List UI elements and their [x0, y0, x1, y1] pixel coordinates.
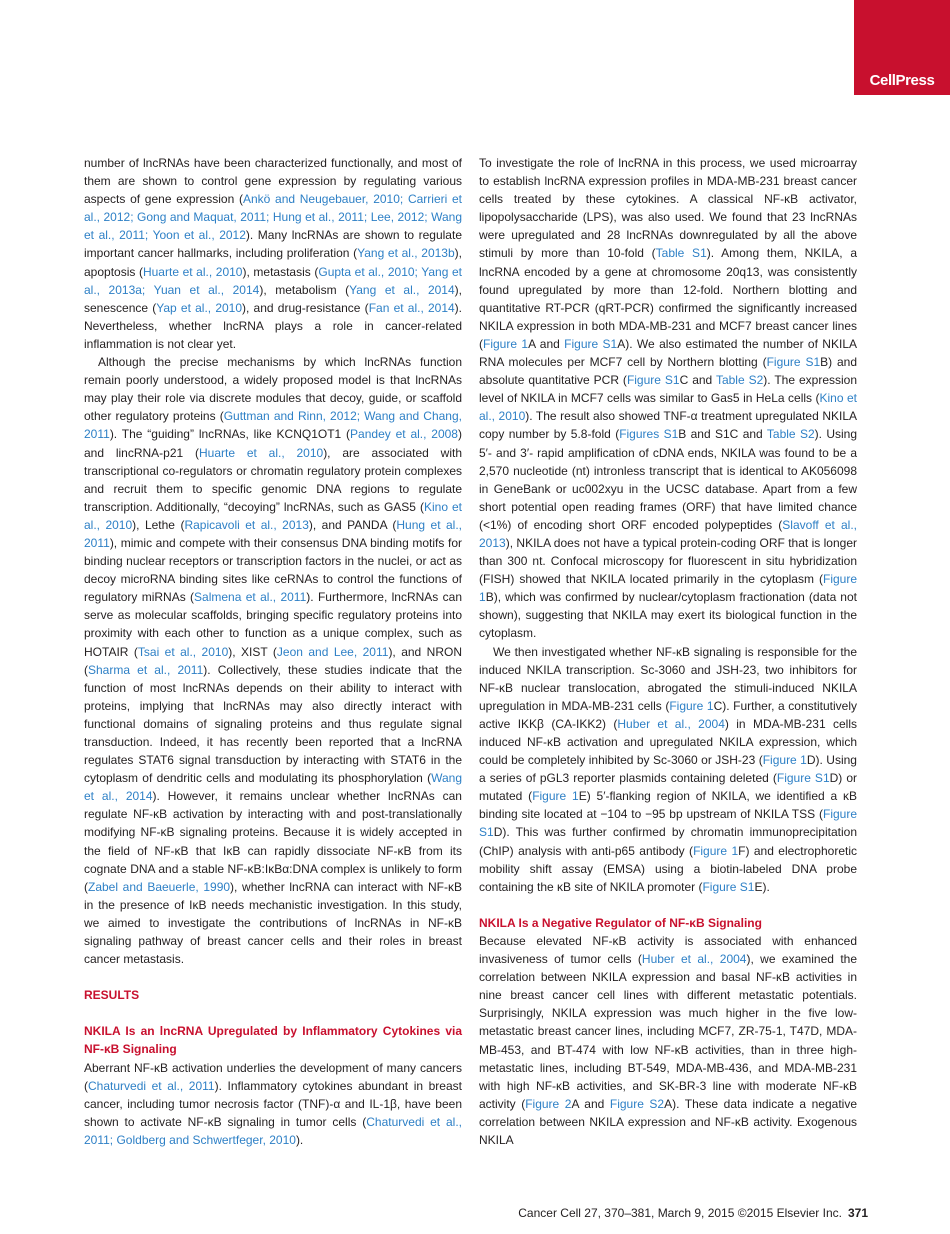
citation-link[interactable]: Huarte et al., 2010 — [142, 264, 243, 279]
citation-link[interactable]: Chaturvedi et al., 2011; Goldberg and Schwertfeger, 2010 — [84, 1114, 462, 1147]
cellpress-logo-text: CellPress — [869, 72, 935, 89]
citation-link[interactable]: Kino et al., 2010 — [479, 391, 857, 424]
citation-link[interactable]: Rapicavoli et al., 2013 — [184, 517, 309, 532]
page-number: 371 — [847, 1206, 868, 1220]
citation-link[interactable]: Ankö and Neugebauer, 2010; Carrieri et al., 2012; Gong and Maquat, 2011; Hung et al., 2011; Lee, 2012; Wang et al., 2011; Yoon et al., 2012 — [84, 192, 463, 243]
section-heading: RESULTS — [84, 988, 140, 1003]
citation-link[interactable]: Table S1 — [655, 246, 707, 261]
body-paragraph: Because elevated NF-κB activity is associated with enhanced invasiveness of tumor cells (Huber et al., 2004), we examined the correlation between NKILA expression and basal NF-κB activities in nine breast cancer cell lines with different metastatic potentials. Surprisingly, NKILA expression was much higher in the five low-metastatic breast cancer lines, including MCF7, ZR-75-1, T47D, MDA-MB-453, and BT-474 with low NF-κB activities, than in three high-metastatic lines, including BT-549, MDA-MB-436, and MDA-MB-231 with high NF-κB activities, and SK-BR-3 line with moderate NF-κB activity (Figure 2A and Figure S2A). These data indicate a negative correlation between NKILA expression and NF-κB activity. Exogenous NKILA — [479, 933, 858, 1147]
citation-link[interactable]: Figure S1 — [766, 355, 821, 370]
citation-link[interactable]: Guttman and Rinn, 2012; Wang and Chang, 2011 — [84, 409, 462, 442]
citation-link[interactable]: Wang et al., 2014 — [84, 771, 462, 804]
citation-link[interactable]: Hung et al., 2011 — [84, 517, 463, 550]
citation-link[interactable]: Figure 1 — [669, 698, 714, 713]
citation-link[interactable]: Slavoff et al., 2013 — [479, 517, 858, 550]
section-heading: NKILA Is an lncRNA Upregulated by Inflammatory Cytokines via NF-κB Signaling — [84, 1024, 462, 1057]
section-gap — [84, 1004, 462, 1022]
citation-link[interactable]: Huber et al., 2004 — [617, 716, 725, 731]
citation-link[interactable]: Jeon and Lee, 2011 — [276, 644, 389, 659]
citation-link[interactable]: Figure S1 — [564, 336, 618, 351]
page-footer — [470, 1205, 868, 1221]
citation-link[interactable]: Figure S2 — [609, 1096, 665, 1111]
citation-link[interactable]: Figures S1 — [619, 427, 679, 442]
citation-link[interactable]: Tsai et al., 2010 — [137, 644, 229, 659]
body-paragraph: We then investigated whether NF-κB signaling is responsible for the induced NKILA transcription. Sc-3060 and JSH-23, two inhibitors for NF-κB nuclear translocation, abrogated the stimuli-induced NKILA upregulation in MDA-MB-231 cells (Figure 1C). Further, a constitutively active IKKβ (CA-IKK2) (Huber et al., 2004) in MDA-MB-231 cells induced NF-κB activation and upregulated NKILA expression, which could be completely inhibited by Sc-3060 or JSH-23 (Figure 1D). Using a series of pGL3 reporter plasmids containing deleted (Figure S1D) or mutated (Figure 1E) 5′-flanking region of NKILA, we identified a κB binding site located at −104 to −95 bp upstream of NKILA TSS (Figure S1D). This was further confirmed by chromatin immunoprecipitation (ChIP) analysis with anti-p65 antibody (Figure 1F) and electrophoretic mobility shift assay (EMSA) using a biotin-labeled DNA probe containing the κB site of NKILA promoter (Figure S1E). — [479, 644, 858, 894]
citation-link[interactable]: Figure 1 — [479, 572, 857, 605]
citation-link[interactable]: Figure S1 — [626, 373, 680, 388]
citation-link[interactable]: Zabel and Baeuerle, 1990 — [88, 879, 231, 894]
citation-link[interactable]: Gupta et al., 2010; Yang et al., 2013a; Yuan et al., 2014 — [84, 264, 462, 297]
citation-link[interactable]: Figure S1 — [776, 771, 830, 786]
citation-link[interactable]: Huber et al., 2004 — [641, 952, 747, 967]
body-paragraph: number of lncRNAs have been characterized functionally, and most of them are shown to control gene expression by regulating various aspects of gene expression (Ankö and Neugebauer, 2010; Carrieri et al., 2012; Gong and Maquat, 2011; Hung et al., 2011; Lee, 2012; Wang et al., 2011; Yoon et al., 2012). Many lncRNAs are shown to regulate important cancer hallmarks, including proliferation (Yang et al., 2013b), apoptosis (Huarte et al., 2010), metastasis (Gupta et al., 2010; Yang et al., 2013a; Yuan et al., 2014), metabolism (Yang et al., 2014), senescence (Yap et al., 2010), and drug-resistance (Fan et al., 2014). Nevertheless, whether lncRNA plays a role in cancer-related inflammation is not clear yet. — [84, 156, 463, 351]
citation-link[interactable]: Table S2 — [715, 373, 764, 388]
citation-link[interactable]: Figure 2 — [525, 1096, 572, 1111]
body-paragraph: To investigate the role of lncRNA in this process, we used microarray to establish lncRNA expression profiles in MDA-MB-231 breast cancer cells treated by these cytokines. A classical NF-κB activator, lipopolysaccharide (LPS), was also used. We found that 23 lncRNAs were upregulated and 28 lncRNAs downregulated by all the above stimuli by more than 10-fold (Table S1). Among them, NKILA, a lncRNA encoded by a gene at chromosome 20q13, was consistently found upregulated by more than 12-fold. Northern blotting and quantitative RT-PCR (qRT-PCR) confirmed the significantly increased NKILA expression in both MDA-MB-231 and MCF7 breast cancer lines (Figure 1A and Figure S1A). We also estimated the number of NKILA RNA molecules per MCF7 cell by Northern blotting (Figure S1B) and absolute quantitative PCR (Figure S1C and Table S2). The expression level of NKILA in MCF7 cells was similar to Gas5 in HeLa cells (Kino et al., 2010). The result also showed TNF-α treatment upregulated NKILA copy number by 5.8-fold (Figures S1B and S1C and Table S2). Using 5′- and 3′- rapid amplification of cDNA ends, NKILA was found to be a 2,570 nucleotide (nt) intronless transcript that is identical to AK056098 in GeneBank or uc002xyu in the UCSC database. Apart from a few short potential open reading frames (ORF) that have limited chance (<1%) of encoding short ORF encoded polypeptides (Slavoff et al., 2013), NKILA does not have a typical protein-coding ORF that is longer than 300 nt. Confocal microscopy for fluorescent in situ hybridization (FISH) showed that NKILA located primarily in the cytoplasm (Figure 1B), which was confirmed by nuclear/cytoplasm fractionation (data not shown), suggesting that NKILA may exert its biological function in the cytoplasm. — [479, 156, 858, 641]
citation-link[interactable]: Figure 1 — [483, 336, 529, 351]
citation-link[interactable]: Figure S1 — [702, 879, 755, 894]
citation-link[interactable]: Yap et al., 2010 — [156, 300, 243, 315]
citation-link[interactable]: Yang et al., 2013b — [357, 246, 455, 261]
citation-link[interactable]: Chaturvedi et al., 2011 — [88, 1078, 215, 1093]
citation-link[interactable]: Figure S1 — [479, 807, 857, 840]
body-paragraph: Although the precise mechanisms by which lncRNAs function remain poorly understood, a widely proposed model is that lncRNAs may play their role via discrete modules that decoy, guide, or scaffold other regulatory proteins (Guttman and Rinn, 2012; Wang and Chang, 2011). The “guiding” lncRNAs, like KCNQ1OT1 (Pandey et al., 2008) and lincRNA-p21 (Huarte et al., 2010), are associated with transcriptional co-regulators or chromatin regulatory protein complexes and recruit them to specific genomic DNA regions to regulate transcription. Additionally, “decoying” lncRNAs, such as GAS5 (Kino et al., 2010), Lethe (Rapicavoli et al., 2013), and PANDA (Hung et al., 2011), mimic and compete with their consensus DNA binding motifs for binding nuclear receptors or transcription factors in the nuclei, or act as decoy microRNA binding sites like ceRNAs to control the functions of regulatory miRNAs (Salmena et al., 2011). Furthermore, lncRNAs can serve as molecular scaffolds, bringing specific regulatory proteins into proximity with each other to function as a unique complex, such as HOTAIR (Tsai et al., 2010), XIST (Jeon and Lee, 2011), and NRON (Sharma et al., 2011). Collectively, these studies indicate that the function of most lncRNAs depends on their ability to interact with proteins, implying that lncRNAs may also directly interact with functional domains of signaling proteins and thus regulate signal transduction. Indeed, it has recently been reported that a lncRNA regulates STAT6 signal transduction by interacting with STAT6 in the cytoplasm of dendritic cells and modulating its phosphorylation (Wang et al., 2014). However, it remains unclear whether lncRNAs can regulate NF-κB activation by interacting with and post-translationally modifying NF-κB signaling proteins. Because it is widely accepted in the field of NF-κB that IκB can rapidly dissociate NF-κB from its cognate DNA and a stable NF-κB:IκBα:DNA complex is unlikely to form (Zabel and Baeuerle, 1990), whether lncRNA can interact with NF-κB in the presence of IκB needs mechanistic investigation. In this study, we aimed to investigate the contributions of lncRNAs in NF-κB signaling pathway of breast cancer cells and their roles in breast cancer metastasis. — [84, 355, 463, 967]
citation-link[interactable]: Huarte et al., 2010 — [199, 445, 324, 460]
citation-link[interactable]: Pandey et al., 2008 — [350, 427, 458, 442]
citation-link[interactable]: Figure 1 — [532, 789, 579, 804]
citation-link[interactable]: Table S2 — [766, 427, 815, 442]
citation-link[interactable]: Kino et al., 2010 — [84, 499, 462, 532]
citation-link[interactable]: Salmena et al., 2011 — [194, 590, 307, 605]
right-column — [479, 154, 857, 1149]
section-gap — [479, 896, 857, 914]
section-heading: NKILA Is a Negative Regulator of NF-κB Signaling — [479, 915, 762, 930]
journal-citation: Cancer Cell 27, 370–381, March 9, 2015 ©2015 Elsevier Inc. — [518, 1206, 842, 1220]
left-column — [84, 154, 462, 1149]
citation-link[interactable]: Yang et al., 2014 — [349, 282, 455, 297]
cellpress-logo — [854, 0, 950, 95]
section-gap — [84, 968, 462, 986]
body-paragraph: Aberrant NF-κB activation underlies the development of many cancers (Chaturvedi et al., 2011). Inflammatory cytokines abundant in breast cancer, including tumor necrosis factor (TNF)-α and IL-1β, have been shown to activate NF-κB signaling in tumor cells (Chaturvedi et al., 2011; Goldberg and Schwertfeger, 2010). — [84, 1060, 462, 1147]
citation-link[interactable]: Figure 1 — [693, 843, 739, 858]
citation-link[interactable]: Figure 1 — [762, 753, 807, 768]
citation-link[interactable]: Sharma et al., 2011 — [88, 662, 204, 677]
citation-link[interactable]: Fan et al., 2014 — [368, 300, 455, 315]
